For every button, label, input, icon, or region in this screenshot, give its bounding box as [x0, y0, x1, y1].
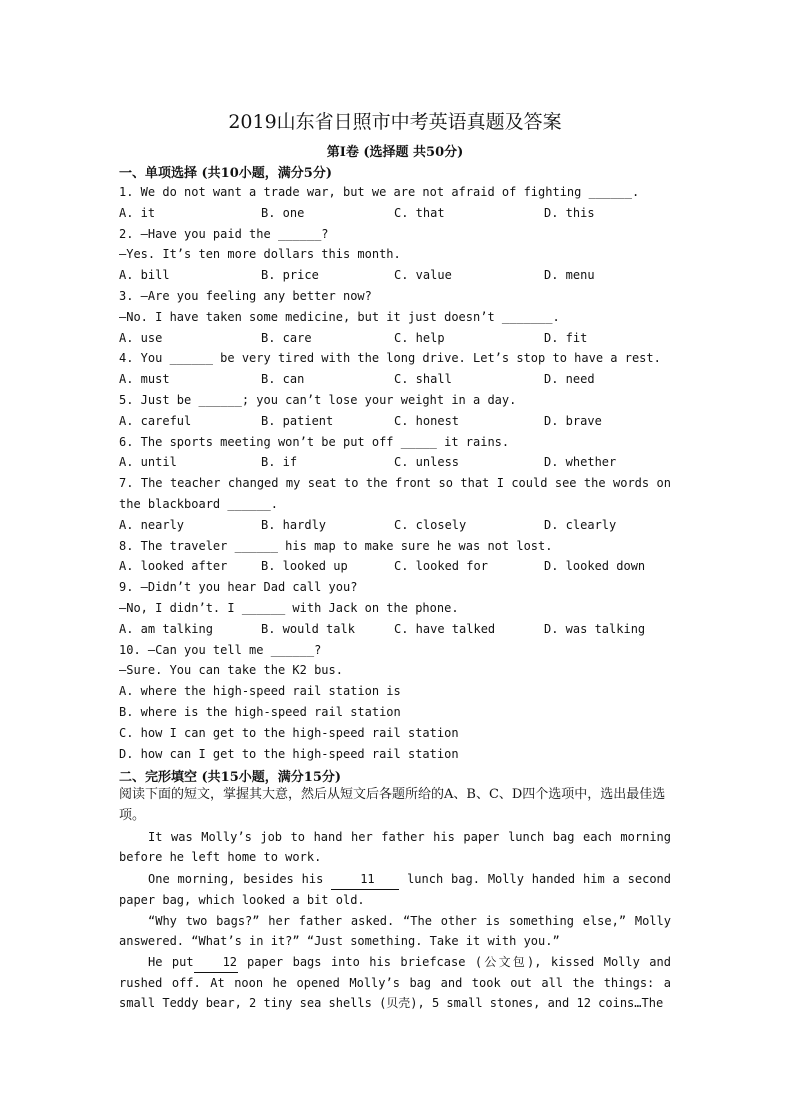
- answer-option: B. if: [261, 455, 298, 469]
- answer-option: C. honest: [394, 414, 460, 428]
- answer-option: A. it: [119, 206, 156, 220]
- answer-option: B. hardly: [261, 518, 327, 532]
- answer-option: A. nearly: [119, 518, 185, 532]
- answer-option: C. have talked: [394, 622, 496, 636]
- answer-option: A. bill: [119, 268, 170, 282]
- answer-option: B. patient: [261, 414, 334, 428]
- answer-option: C. help: [394, 331, 445, 345]
- answer-option: C. how I can get to the high-speed rail station: [119, 726, 459, 740]
- answer-option: D. whether: [544, 455, 617, 469]
- answer-option: D. how can I get to the high-speed rail station: [119, 747, 459, 761]
- answer-option: C. closely: [394, 518, 467, 532]
- answer-option: A. am talking: [119, 622, 213, 636]
- answer-option: D. clearly: [544, 518, 617, 532]
- blank-12: 12: [194, 952, 238, 973]
- question-stem: 10. —Can you tell me ______?: [119, 643, 322, 657]
- question-stem: —No. I have taken some medicine, but it just doesn’t _______.: [119, 310, 560, 324]
- cloze-text: He put: [148, 955, 194, 969]
- question-stem: 5. Just be ______; you can’t lose your weight in a day.: [119, 393, 517, 407]
- answer-option: C. value: [394, 268, 452, 282]
- cloze-paragraph-1: It was Molly’s job to hand her father his paper lunch bag each morning before he left home to work.: [119, 830, 671, 864]
- answer-option: A. must: [119, 372, 170, 386]
- answer-option: D. fit: [544, 331, 588, 345]
- question-stem: 2. —Have you paid the ______?: [119, 227, 329, 241]
- cloze-text: lunch bag. Molly handed him a second paper bag, which looked a bit old.: [119, 872, 671, 907]
- answer-option: B. price: [261, 268, 319, 282]
- blank-11: 11: [331, 869, 399, 890]
- answer-option: B. one: [261, 206, 305, 220]
- answer-option: D. brave: [544, 414, 602, 428]
- question-stem: —No, I didn’t. I ______ with Jack on the phone.: [119, 601, 459, 615]
- answer-option: D. looked down: [544, 559, 646, 573]
- answer-option: A. looked after: [119, 559, 228, 573]
- answer-option: C. looked for: [394, 559, 488, 573]
- page-title: 2019山东省日照市中考英语真题及答案: [228, 111, 562, 133]
- question-stem: 1. We do not want a trade war, but we are not afraid of fighting ______.: [119, 185, 640, 199]
- cloze-text: One morning, besides his: [148, 872, 324, 886]
- answer-option: A. careful: [119, 414, 192, 428]
- question-stem: 6. The sports meeting won’t be put off _____ it rains.: [119, 435, 510, 449]
- question-stem: the blackboard ______.: [119, 497, 278, 511]
- answer-option: B. care: [261, 331, 312, 345]
- cloze-paragraph-3: “Why two bags?” her father asked. “The other is something else,” Molly answered. “What’s in it?” “Just something. Take it with you.”: [119, 914, 671, 948]
- answer-option: B. where is the high-speed rail station: [119, 705, 401, 719]
- answer-option: D. need: [544, 372, 595, 386]
- cloze-instruction: 阅读下面的短文，掌握其大意，然后从短文后各题所给的A、B、C、D四个选项中，选出最佳选项。: [119, 787, 666, 823]
- answer-option: A. where the high-speed rail station is: [119, 684, 401, 698]
- question-stem: 8. The traveler ______ his map to make sure he was not lost.: [119, 539, 553, 553]
- answer-option: D. menu: [544, 268, 595, 282]
- answer-option: B. would talk: [261, 622, 355, 636]
- answer-option: D. this: [544, 206, 595, 220]
- answer-option: C. shall: [394, 372, 452, 386]
- answer-option: C. that: [394, 206, 445, 220]
- answer-option: A. use: [119, 331, 163, 345]
- cloze-text: paper bags into his briefcase (公文包), kissed Molly and rushed off. At noon he opened Molly’s bag and took out all the things: a small Teddy bear, 2 tiny sea shells (贝壳), 5 small stones, and 12 coins…The: [119, 955, 671, 1010]
- cloze-paragraph-4: [119, 952, 671, 1013]
- answer-option: A. until: [119, 455, 177, 469]
- question-stem: 3. —Are you feeling any better now?: [119, 289, 372, 303]
- question-stem: 9. —Didn’t you hear Dad call you?: [119, 580, 358, 594]
- answer-option: D. was talking: [544, 622, 646, 636]
- section-heading-cloze: 二、完形填空 (共15小题，满分15分): [119, 770, 342, 785]
- part-title: 第I卷 (选择题 共50分): [326, 145, 464, 160]
- answer-option: B. can: [261, 372, 305, 386]
- question-stem: —Sure. You can take the K2 bus.: [119, 663, 343, 677]
- question-stem: 7. The teacher changed my seat to the front so that I could see the words on: [119, 476, 671, 490]
- question-stem: —Yes. It’s ten more dollars this month.: [119, 247, 401, 261]
- answer-option: C. unless: [394, 455, 460, 469]
- cloze-paragraph-2: [119, 869, 671, 910]
- answer-option: B. looked up: [261, 559, 348, 573]
- question-stem: 4. You ______ be very tired with the long drive. Let’s stop to have a rest.: [119, 351, 661, 365]
- section-heading-single-choice: 一、单项选择 (共10小题，满分5分): [119, 166, 332, 181]
